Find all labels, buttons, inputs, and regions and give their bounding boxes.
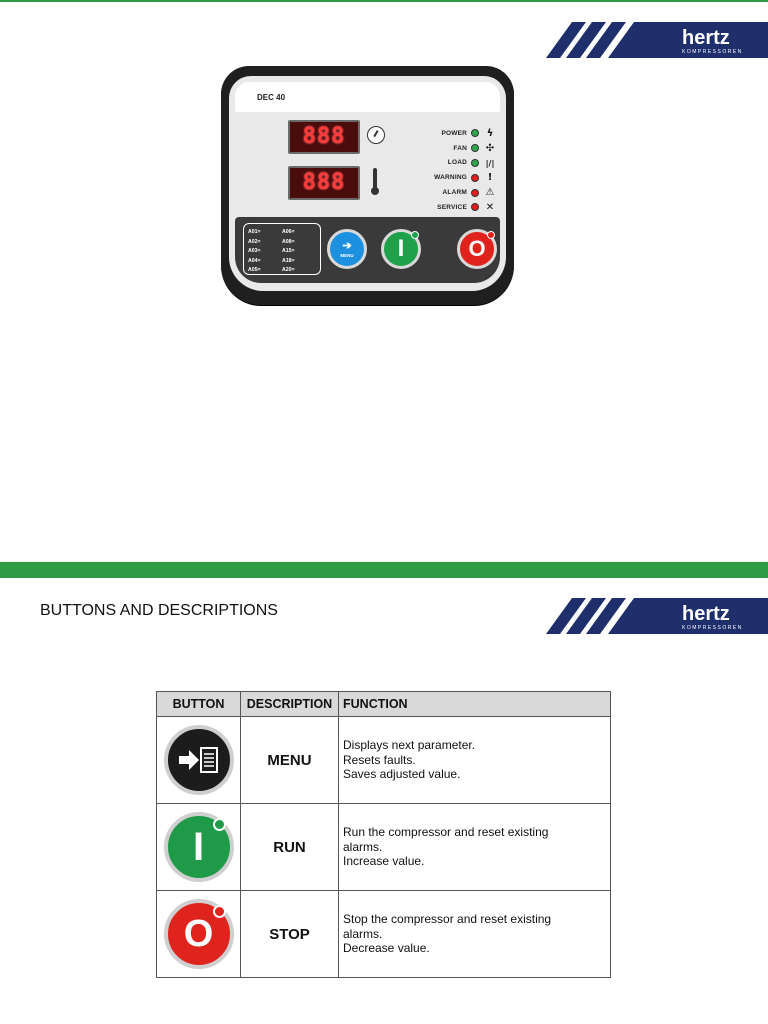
- thermometer-icon: [371, 168, 379, 196]
- run-icon: I: [192, 824, 205, 869]
- description-cell: RUN: [241, 804, 339, 891]
- function-line: Saves adjusted value.: [343, 767, 461, 782]
- alarm-code: A01=: [248, 229, 261, 235]
- exclamation-icon: !: [487, 172, 493, 184]
- temperature-display: 888: [288, 166, 360, 200]
- column-header-description: DESCRIPTION: [241, 692, 339, 717]
- indicator-label: ALARM: [442, 189, 467, 197]
- run-button-image: [164, 812, 234, 882]
- function-cell: [339, 891, 611, 978]
- function-line: Displays next parameter.: [343, 738, 476, 753]
- menu-button-label: MENU: [340, 252, 354, 258]
- led-green-icon: [471, 159, 479, 167]
- alarm-code: A03=: [248, 248, 261, 254]
- lightning-icon: ϟ: [486, 128, 494, 139]
- page-title: BUTTONS AND DESCRIPTIONS: [40, 602, 278, 619]
- button-cell: [157, 717, 241, 804]
- function-line: alarms.: [343, 926, 383, 941]
- column-header-button: BUTTON: [157, 692, 241, 717]
- button-cell: [157, 891, 241, 978]
- alarm-code: A08=: [282, 238, 295, 245]
- buttons-table: [156, 691, 611, 978]
- pressure-gauge-icon: [367, 126, 385, 144]
- alarm-code-legend: [243, 223, 321, 275]
- alarm-code: A04=: [248, 257, 261, 264]
- table-header-row: [157, 692, 611, 717]
- menu-button-image: [164, 725, 234, 795]
- stop-icon: O: [468, 236, 486, 261]
- run-led-icon: [411, 231, 419, 239]
- button-cell: [157, 804, 241, 891]
- function-cell: [339, 717, 611, 804]
- indicator-alarm: [399, 185, 499, 200]
- warning-triangle-icon: ⚠: [485, 187, 495, 199]
- alarm-code: A18=: [282, 257, 295, 264]
- hertz-logo: [546, 598, 768, 634]
- indicator-power: [399, 126, 499, 141]
- slide-divider: [0, 562, 768, 578]
- panel-stop-button[interactable]: [457, 229, 497, 269]
- function-line: Resets faults.: [343, 752, 416, 767]
- indicator-label: WARNING: [434, 174, 467, 182]
- alarm-code: A06=: [282, 229, 295, 235]
- alarm-code: A02=: [248, 238, 261, 245]
- logo-tagline: KOMPRESSOREN: [682, 49, 743, 55]
- slide-buttons-descriptions: [0, 578, 768, 1024]
- indicator-label: SERVICE: [437, 203, 467, 211]
- led-green-icon: [471, 129, 479, 137]
- stop-led-icon: [213, 905, 226, 918]
- status-indicators: [399, 126, 499, 215]
- column-header-function: FUNCTION: [339, 692, 611, 717]
- table-row: [157, 804, 611, 891]
- led-red-icon: [471, 189, 479, 197]
- menu-arrow-list-icon: [177, 744, 221, 776]
- run-led-icon: [213, 818, 226, 831]
- function-line: Run the compressor and reset existing: [343, 825, 549, 840]
- indicator-fan: [399, 141, 499, 156]
- table-row: [157, 891, 611, 978]
- hertz-logo: [546, 22, 768, 58]
- led-green-icon: [471, 144, 479, 152]
- menu-arrow-icon: ➔: [342, 239, 352, 252]
- function-line: Stop the compressor and reset existing: [343, 912, 552, 927]
- description-cell: STOP: [241, 891, 339, 978]
- panel-face: [229, 76, 506, 291]
- alarm-code: A15=: [282, 248, 295, 254]
- led-red-icon: [471, 174, 479, 182]
- function-line: alarms.: [343, 839, 383, 854]
- keypad: [235, 217, 500, 283]
- function-cell: [339, 804, 611, 891]
- indicator-label: LOAD: [447, 159, 467, 167]
- alarm-code: A20=: [282, 267, 295, 273]
- panel-run-button[interactable]: [381, 229, 421, 269]
- indicator-service: [399, 200, 499, 215]
- indicator-load: [399, 156, 499, 171]
- panel-menu-button[interactable]: [327, 229, 367, 269]
- stop-button-image: [164, 899, 234, 969]
- load-valve-icon: |/|: [485, 158, 495, 168]
- indicator-label: POWER: [441, 129, 467, 137]
- pressure-display: 888: [288, 120, 360, 154]
- logo-tagline: KOMPRESSOREN: [682, 625, 743, 631]
- led-red-icon: [471, 203, 479, 211]
- fan-icon: ✣: [485, 142, 495, 154]
- function-line: Increase value.: [343, 854, 425, 869]
- tools-icon: ✕: [485, 201, 495, 213]
- logo-wordmark: hertz: [682, 603, 730, 625]
- alarm-code: A05=: [248, 267, 261, 273]
- stop-led-icon: [487, 231, 495, 239]
- function-line: Decrease value.: [343, 941, 430, 956]
- table-row: [157, 717, 611, 804]
- dec40-controller: [221, 66, 514, 305]
- stop-icon: O: [183, 912, 214, 955]
- indicator-label: FAN: [453, 144, 467, 152]
- run-icon: I: [397, 235, 405, 262]
- description-cell: MENU: [241, 717, 339, 804]
- logo-wordmark: hertz: [682, 27, 730, 49]
- panel-model-label: DEC 40: [257, 93, 286, 102]
- indicator-warning: [399, 170, 499, 185]
